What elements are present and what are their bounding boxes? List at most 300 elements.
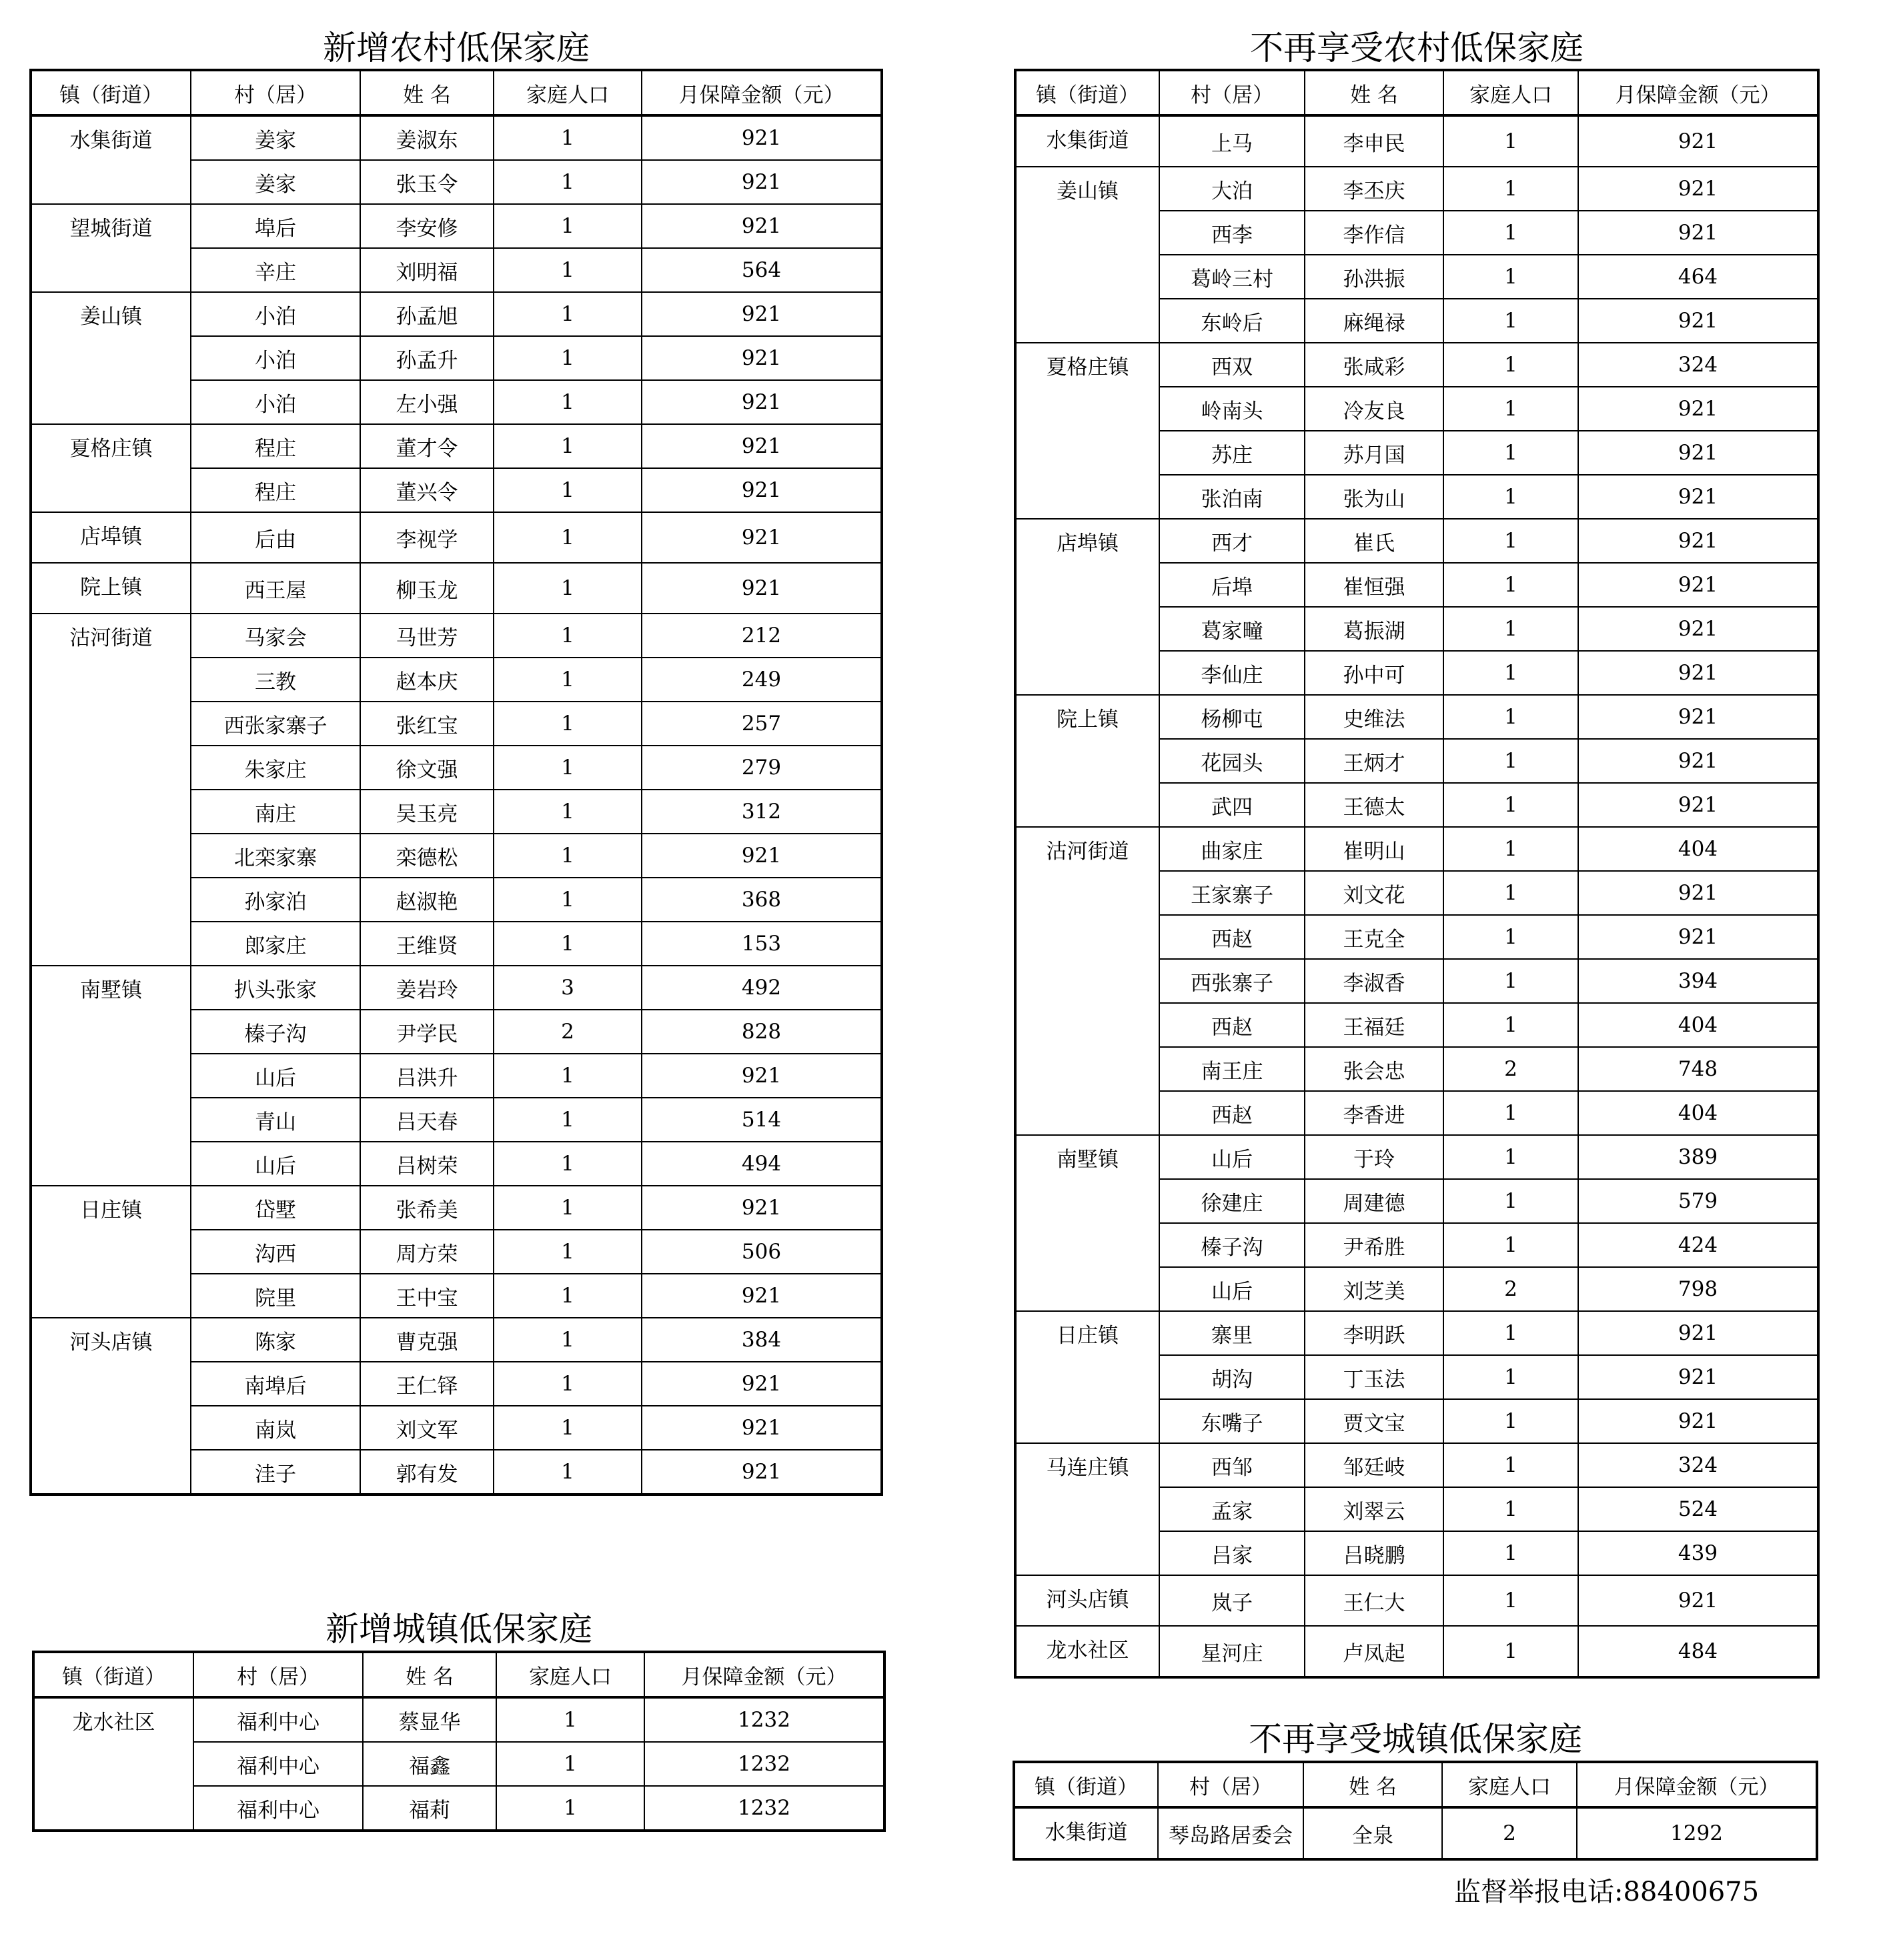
column-header: 镇（街道） <box>1015 70 1159 115</box>
column-header: 镇（街道） <box>31 70 191 115</box>
household-size-cell: 1 <box>1443 1003 1578 1047</box>
table-off-rural <box>1014 69 1820 1679</box>
household-size-cell: 1 <box>1443 1223 1578 1267</box>
title-new-rural: 新增农村低保家庭 <box>323 29 590 67</box>
household-size-cell: 1 <box>1443 387 1578 431</box>
name-cell: 尹希胜 <box>1305 1223 1443 1267</box>
monthly-amount-cell: 921 <box>642 115 882 160</box>
village-cell: 扒头张家 <box>191 966 360 1010</box>
village-cell: 李仙庄 <box>1159 651 1305 695</box>
name-cell: 崔氏 <box>1305 519 1443 563</box>
monthly-amount-cell: 153 <box>642 922 882 966</box>
name-cell: 张会忠 <box>1305 1047 1443 1091</box>
household-size-cell: 1 <box>1443 563 1578 607</box>
village-cell: 孟家 <box>1159 1487 1305 1531</box>
village-cell: 郎家庄 <box>191 922 360 966</box>
household-size-cell: 1 <box>494 1362 642 1406</box>
household-size-cell: 1 <box>494 336 642 380</box>
name-cell: 刘文军 <box>360 1406 494 1450</box>
name-cell: 吕天春 <box>360 1098 494 1142</box>
household-size-cell: 2 <box>1442 1807 1577 1859</box>
town-cell: 姜山镇 <box>31 292 191 424</box>
monthly-amount-cell: 404 <box>1578 827 1818 871</box>
name-cell: 刘文花 <box>1305 871 1443 915</box>
name-cell: 孙孟升 <box>360 336 494 380</box>
monthly-amount-cell: 921 <box>1578 115 1818 167</box>
village-cell: 琴岛路居委会 <box>1158 1807 1303 1859</box>
village-cell: 曲家庄 <box>1159 827 1305 871</box>
name-cell: 李视学 <box>360 512 494 563</box>
village-cell: 王家寨子 <box>1159 871 1305 915</box>
hotline-footer: 监督举报电话:88400675 <box>1454 1877 1760 1907</box>
household-size-cell: 1 <box>1443 255 1578 299</box>
household-size-cell: 1 <box>1443 1179 1578 1223</box>
name-cell: 葛振湖 <box>1305 607 1443 651</box>
monthly-amount-cell: 921 <box>642 1054 882 1098</box>
village-cell: 西才 <box>1159 519 1305 563</box>
town-cell: 院上镇 <box>1015 695 1159 827</box>
town-cell: 水集街道 <box>31 115 191 204</box>
household-size-cell: 1 <box>1443 1135 1578 1179</box>
monthly-amount-cell: 921 <box>1578 607 1818 651</box>
village-cell: 姜家 <box>191 160 360 204</box>
monthly-amount-cell: 394 <box>1578 959 1818 1003</box>
village-cell: 花园头 <box>1159 739 1305 783</box>
title-new-urban: 新增城镇低保家庭 <box>326 1610 592 1649</box>
monthly-amount-cell: 921 <box>642 204 882 248</box>
town-cell: 水集街道 <box>1015 115 1159 167</box>
monthly-amount-cell: 798 <box>1578 1267 1818 1311</box>
household-size-cell: 1 <box>1443 739 1578 783</box>
name-cell: 张为山 <box>1305 475 1443 519</box>
monthly-amount-cell: 921 <box>642 1186 882 1230</box>
column-header: 家庭人口 <box>1443 70 1578 115</box>
household-size-cell: 1 <box>494 658 642 702</box>
name-cell: 尹学民 <box>360 1010 494 1054</box>
town-cell: 望城街道 <box>31 204 191 292</box>
column-header: 月保障金额（元） <box>642 70 882 115</box>
name-cell: 蔡显华 <box>363 1697 496 1742</box>
monthly-amount-cell: 484 <box>1578 1626 1818 1677</box>
table-row <box>33 1697 884 1742</box>
name-cell: 卢凤起 <box>1305 1626 1443 1677</box>
name-cell: 王炳才 <box>1305 739 1443 783</box>
name-cell: 麻绳禄 <box>1305 299 1443 343</box>
village-cell: 福利中心 <box>193 1742 363 1786</box>
household-size-cell: 1 <box>1443 1626 1578 1677</box>
village-cell: 孙家泊 <box>191 878 360 922</box>
monthly-amount-cell: 921 <box>1578 431 1818 475</box>
monthly-amount-cell: 921 <box>642 834 882 878</box>
household-size-cell: 3 <box>494 966 642 1010</box>
village-cell: 苏庄 <box>1159 431 1305 475</box>
name-cell: 王仁铎 <box>360 1362 494 1406</box>
name-cell: 马世芳 <box>360 614 494 658</box>
name-cell: 史维法 <box>1305 695 1443 739</box>
household-size-cell: 1 <box>494 1230 642 1274</box>
village-cell: 张泊南 <box>1159 475 1305 519</box>
household-size-cell: 1 <box>1443 1575 1578 1626</box>
name-cell: 周建德 <box>1305 1179 1443 1223</box>
town-cell: 院上镇 <box>31 563 191 614</box>
table-row <box>1015 1443 1818 1487</box>
village-cell: 胡沟 <box>1159 1355 1305 1399</box>
name-cell: 李申民 <box>1305 115 1443 167</box>
table-row <box>1015 827 1818 871</box>
household-size-cell: 1 <box>494 292 642 336</box>
village-cell: 福利中心 <box>193 1786 363 1831</box>
name-cell: 王维贤 <box>360 922 494 966</box>
household-size-cell: 1 <box>494 1450 642 1495</box>
monthly-amount-cell: 324 <box>1578 343 1818 387</box>
household-size-cell: 1 <box>1443 115 1578 167</box>
table-row <box>31 966 882 1010</box>
monthly-amount-cell: 921 <box>642 1362 882 1406</box>
name-cell: 董才令 <box>360 424 494 468</box>
village-cell: 小泊 <box>191 292 360 336</box>
table-row <box>31 292 882 336</box>
household-size-cell: 1 <box>494 614 642 658</box>
name-cell: 王仁大 <box>1305 1575 1443 1626</box>
town-cell: 店埠镇 <box>31 512 191 563</box>
household-size-cell: 1 <box>494 204 642 248</box>
monthly-amount-cell: 921 <box>642 1450 882 1495</box>
name-cell: 李明跃 <box>1305 1311 1443 1355</box>
monthly-amount-cell: 564 <box>642 248 882 292</box>
village-cell: 沟西 <box>191 1230 360 1274</box>
header-row <box>1015 70 1818 115</box>
household-size-cell: 1 <box>494 115 642 160</box>
village-cell: 西赵 <box>1159 915 1305 959</box>
household-size-cell: 1 <box>1443 1443 1578 1487</box>
household-size-cell: 1 <box>494 878 642 922</box>
household-size-cell: 1 <box>1443 783 1578 827</box>
household-size-cell: 1 <box>494 1142 642 1186</box>
household-size-cell: 1 <box>494 468 642 512</box>
village-cell: 岱墅 <box>191 1186 360 1230</box>
monthly-amount-cell: 921 <box>1578 1575 1818 1626</box>
household-size-cell: 1 <box>1443 211 1578 255</box>
name-cell: 崔恒强 <box>1305 563 1443 607</box>
title-off-rural: 不再享受农村低保家庭 <box>1250 29 1584 67</box>
household-size-cell: 1 <box>494 380 642 424</box>
monthly-amount-cell: 921 <box>1578 1399 1818 1443</box>
monthly-amount-cell: 921 <box>1578 519 1818 563</box>
column-header: 镇（街道） <box>1014 1762 1158 1807</box>
town-cell: 日庄镇 <box>31 1186 191 1318</box>
monthly-amount-cell: 921 <box>1578 387 1818 431</box>
table-row <box>1014 1807 1817 1859</box>
household-size-cell: 1 <box>496 1742 644 1786</box>
column-header: 月保障金额（元） <box>644 1652 884 1697</box>
household-size-cell: 1 <box>1443 299 1578 343</box>
table-row <box>1015 1135 1818 1179</box>
village-cell: 程庄 <box>191 424 360 468</box>
table-new-rural <box>29 69 883 1496</box>
monthly-amount-cell: 921 <box>1578 871 1818 915</box>
village-cell: 北栾家寨 <box>191 834 360 878</box>
name-cell: 赵淑艳 <box>360 878 494 922</box>
household-size-cell: 1 <box>494 790 642 834</box>
monthly-amount-cell: 324 <box>1578 1443 1818 1487</box>
household-size-cell: 1 <box>1443 1487 1578 1531</box>
village-cell: 洼子 <box>191 1450 360 1495</box>
household-size-cell: 1 <box>494 1406 642 1450</box>
title-off-urban: 不再享受城镇低保家庭 <box>1249 1720 1582 1759</box>
household-size-cell: 1 <box>1443 1399 1578 1443</box>
table-row <box>31 563 882 614</box>
household-size-cell: 1 <box>1443 695 1578 739</box>
household-size-cell: 1 <box>1443 827 1578 871</box>
village-cell: 朱家庄 <box>191 746 360 790</box>
name-cell: 福鑫 <box>363 1742 496 1786</box>
name-cell: 赵本庆 <box>360 658 494 702</box>
name-cell: 刘明福 <box>360 248 494 292</box>
household-size-cell: 1 <box>1443 343 1578 387</box>
name-cell: 周方荣 <box>360 1230 494 1274</box>
monthly-amount-cell: 514 <box>642 1098 882 1142</box>
monthly-amount-cell: 921 <box>1578 695 1818 739</box>
column-header: 姓 名 <box>1303 1762 1442 1807</box>
household-size-cell: 1 <box>496 1697 644 1742</box>
table-row <box>1015 1311 1818 1355</box>
monthly-amount-cell: 921 <box>1578 783 1818 827</box>
village-cell: 青山 <box>191 1098 360 1142</box>
table-new-urban <box>32 1651 886 1832</box>
column-header: 姓 名 <box>363 1652 496 1697</box>
column-header: 村（居） <box>1158 1762 1303 1807</box>
household-size-cell: 1 <box>496 1786 644 1831</box>
name-cell: 左小强 <box>360 380 494 424</box>
header-row <box>1014 1762 1817 1807</box>
village-cell: 武四 <box>1159 783 1305 827</box>
column-header: 姓 名 <box>1305 70 1443 115</box>
village-cell: 三教 <box>191 658 360 702</box>
name-cell: 孙孟旭 <box>360 292 494 336</box>
monthly-amount-cell: 257 <box>642 702 882 746</box>
table-off-urban <box>1013 1761 1818 1861</box>
monthly-amount-cell: 921 <box>642 1274 882 1318</box>
table-row <box>1015 167 1818 211</box>
monthly-amount-cell: 748 <box>1578 1047 1818 1091</box>
village-cell: 上马 <box>1159 115 1305 167</box>
village-cell: 西张寨子 <box>1159 959 1305 1003</box>
village-cell: 山后 <box>191 1054 360 1098</box>
name-cell: 贾文宝 <box>1305 1399 1443 1443</box>
name-cell: 吕树荣 <box>360 1142 494 1186</box>
table-row <box>31 204 882 248</box>
household-size-cell: 1 <box>1443 871 1578 915</box>
village-cell: 吕家 <box>1159 1531 1305 1575</box>
household-size-cell: 1 <box>494 512 642 563</box>
village-cell: 葛家疃 <box>1159 607 1305 651</box>
name-cell: 崔明山 <box>1305 827 1443 871</box>
household-size-cell: 1 <box>494 746 642 790</box>
village-cell: 西张家寨子 <box>191 702 360 746</box>
town-cell: 龙水社区 <box>33 1697 193 1831</box>
table-row <box>1015 1575 1818 1626</box>
household-size-cell: 1 <box>494 834 642 878</box>
village-cell: 南埠后 <box>191 1362 360 1406</box>
column-header: 家庭人口 <box>494 70 642 115</box>
household-size-cell: 1 <box>1443 431 1578 475</box>
village-cell: 山后 <box>1159 1267 1305 1311</box>
village-cell: 西李 <box>1159 211 1305 255</box>
village-cell: 南庄 <box>191 790 360 834</box>
name-cell: 董兴令 <box>360 468 494 512</box>
village-cell: 西双 <box>1159 343 1305 387</box>
village-cell: 后由 <box>191 512 360 563</box>
table-row <box>31 614 882 658</box>
header-row <box>33 1652 884 1697</box>
table-row <box>1015 1626 1818 1677</box>
name-cell: 于玲 <box>1305 1135 1443 1179</box>
header-row <box>31 70 882 115</box>
name-cell: 冷友良 <box>1305 387 1443 431</box>
household-size-cell: 1 <box>494 160 642 204</box>
village-cell: 山后 <box>1159 1135 1305 1179</box>
table-row <box>1015 519 1818 563</box>
column-header: 家庭人口 <box>1442 1762 1577 1807</box>
table-row <box>1015 115 1818 167</box>
household-size-cell: 1 <box>494 1186 642 1230</box>
village-cell: 马家会 <box>191 614 360 658</box>
column-header: 村（居） <box>193 1652 363 1697</box>
household-size-cell: 1 <box>1443 167 1578 211</box>
name-cell: 丁玉法 <box>1305 1355 1443 1399</box>
household-size-cell: 1 <box>494 424 642 468</box>
table-row <box>31 1318 882 1362</box>
town-cell: 沽河街道 <box>1015 827 1159 1135</box>
name-cell: 郭有发 <box>360 1450 494 1495</box>
monthly-amount-cell: 404 <box>1578 1003 1818 1047</box>
household-size-cell: 1 <box>494 702 642 746</box>
monthly-amount-cell: 494 <box>642 1142 882 1186</box>
village-cell: 西赵 <box>1159 1091 1305 1135</box>
name-cell: 王中宝 <box>360 1274 494 1318</box>
name-cell: 栾德松 <box>360 834 494 878</box>
name-cell: 吕晓鹏 <box>1305 1531 1443 1575</box>
monthly-amount-cell: 424 <box>1578 1223 1818 1267</box>
town-cell: 日庄镇 <box>1015 1311 1159 1443</box>
household-size-cell: 1 <box>1443 607 1578 651</box>
village-cell: 东嘴子 <box>1159 1399 1305 1443</box>
column-header: 家庭人口 <box>496 1652 644 1697</box>
monthly-amount-cell: 921 <box>1578 563 1818 607</box>
village-cell: 岚子 <box>1159 1575 1305 1626</box>
town-cell: 马连庄镇 <box>1015 1443 1159 1575</box>
name-cell: 刘芝美 <box>1305 1267 1443 1311</box>
village-cell: 榛子沟 <box>191 1010 360 1054</box>
household-size-cell: 2 <box>494 1010 642 1054</box>
monthly-amount-cell: 464 <box>1578 255 1818 299</box>
monthly-amount-cell: 921 <box>642 292 882 336</box>
household-size-cell: 2 <box>1443 1267 1578 1311</box>
monthly-amount-cell: 212 <box>642 614 882 658</box>
monthly-amount-cell: 1232 <box>644 1697 884 1742</box>
monthly-amount-cell: 921 <box>642 468 882 512</box>
monthly-amount-cell: 921 <box>642 380 882 424</box>
monthly-amount-cell: 921 <box>642 160 882 204</box>
monthly-amount-cell: 579 <box>1578 1179 1818 1223</box>
monthly-amount-cell: 404 <box>1578 1091 1818 1135</box>
monthly-amount-cell: 506 <box>642 1230 882 1274</box>
name-cell: 孙洪振 <box>1305 255 1443 299</box>
monthly-amount-cell: 921 <box>1578 915 1818 959</box>
monthly-amount-cell: 524 <box>1578 1487 1818 1531</box>
monthly-amount-cell: 279 <box>642 746 882 790</box>
household-size-cell: 1 <box>1443 959 1578 1003</box>
name-cell: 李安修 <box>360 204 494 248</box>
name-cell: 全泉 <box>1303 1807 1442 1859</box>
household-size-cell: 2 <box>1443 1047 1578 1091</box>
monthly-amount-cell: 921 <box>1578 651 1818 695</box>
monthly-amount-cell: 1232 <box>644 1742 884 1786</box>
household-size-cell: 1 <box>1443 475 1578 519</box>
column-header: 姓 名 <box>360 70 494 115</box>
monthly-amount-cell: 921 <box>1578 475 1818 519</box>
village-cell: 徐建庄 <box>1159 1179 1305 1223</box>
name-cell: 王福廷 <box>1305 1003 1443 1047</box>
monthly-amount-cell: 389 <box>1578 1135 1818 1179</box>
monthly-amount-cell: 384 <box>642 1318 882 1362</box>
name-cell: 柳玉龙 <box>360 563 494 614</box>
village-cell: 杨柳屯 <box>1159 695 1305 739</box>
household-size-cell: 1 <box>1443 1355 1578 1399</box>
name-cell: 吕洪升 <box>360 1054 494 1098</box>
household-size-cell: 1 <box>494 1318 642 1362</box>
household-size-cell: 1 <box>494 563 642 614</box>
town-cell: 沽河街道 <box>31 614 191 966</box>
monthly-amount-cell: 921 <box>642 424 882 468</box>
village-cell: 姜家 <box>191 115 360 160</box>
village-cell: 福利中心 <box>193 1697 363 1742</box>
village-cell: 葛岭三村 <box>1159 255 1305 299</box>
name-cell: 福莉 <box>363 1786 496 1831</box>
name-cell: 李淑香 <box>1305 959 1443 1003</box>
name-cell: 邹廷岐 <box>1305 1443 1443 1487</box>
monthly-amount-cell: 921 <box>642 336 882 380</box>
village-cell: 寨里 <box>1159 1311 1305 1355</box>
name-cell: 张玉令 <box>360 160 494 204</box>
name-cell: 苏月国 <box>1305 431 1443 475</box>
town-cell: 姜山镇 <box>1015 167 1159 343</box>
table-row <box>31 424 882 468</box>
monthly-amount-cell: 439 <box>1578 1531 1818 1575</box>
monthly-amount-cell: 921 <box>642 512 882 563</box>
household-size-cell: 1 <box>494 1054 642 1098</box>
village-cell: 辛庄 <box>191 248 360 292</box>
name-cell: 王德太 <box>1305 783 1443 827</box>
village-cell: 陈家 <box>191 1318 360 1362</box>
monthly-amount-cell: 312 <box>642 790 882 834</box>
table-row <box>31 512 882 563</box>
village-cell: 山后 <box>191 1142 360 1186</box>
name-cell: 李香进 <box>1305 1091 1443 1135</box>
village-cell: 院里 <box>191 1274 360 1318</box>
column-header: 月保障金额（元） <box>1578 70 1818 115</box>
name-cell: 李丕庆 <box>1305 167 1443 211</box>
name-cell: 李作信 <box>1305 211 1443 255</box>
household-size-cell: 1 <box>1443 651 1578 695</box>
village-cell: 南岚 <box>191 1406 360 1450</box>
monthly-amount-cell: 921 <box>1578 211 1818 255</box>
household-size-cell: 1 <box>1443 1091 1578 1135</box>
monthly-amount-cell: 492 <box>642 966 882 1010</box>
town-cell: 河头店镇 <box>31 1318 191 1495</box>
column-header: 村（居） <box>191 70 360 115</box>
monthly-amount-cell: 921 <box>642 1406 882 1450</box>
